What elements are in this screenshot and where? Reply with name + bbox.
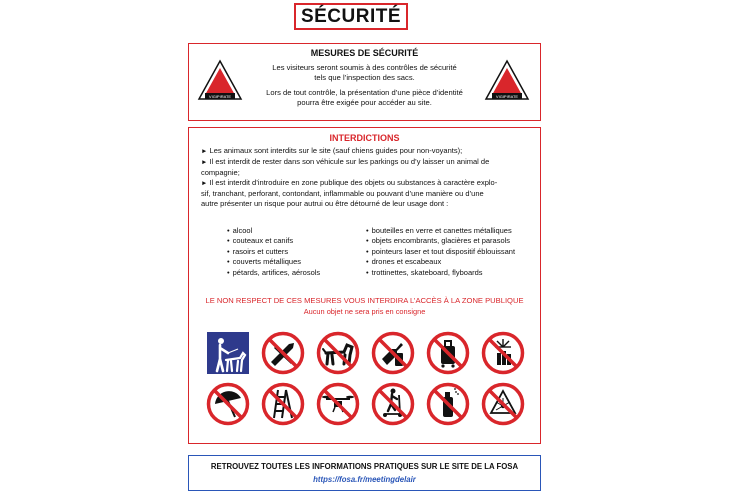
security-text-2: Lors de tout contrôle, la présentation d’une pièce d’identité pourra être exigée pour accéder au site. <box>266 88 463 107</box>
list-item: • couverts métalliques <box>227 257 320 267</box>
security-measures-heading: MESURES DE SÉCURITÉ <box>310 48 419 58</box>
no-umbrella-icon <box>206 382 250 426</box>
no-ladder-icon <box>261 382 305 426</box>
warning-text: LE NON RESPECT DE CES MESURES VOUS INTERDIRA L’ACCÈS À LA ZONE PUBLIQUE <box>205 296 524 305</box>
forbidden-items-right <box>366 226 515 278</box>
vigipirate-logo-left <box>197 59 243 101</box>
no-drone-icon <box>316 382 360 426</box>
footer-info-box <box>188 455 541 491</box>
footer-text: RETROUVEZ TOUTES LES INFORMATIONS PRATIQUES SUR LE SITE DE LA FOSA <box>210 462 519 471</box>
vigipirate-logo-right <box>484 59 530 101</box>
interdictions-heading: INTERDICTIONS <box>329 133 400 143</box>
security-measures-box <box>188 43 541 121</box>
warning-subtext: Aucun objet ne sera pris en consigne <box>303 307 426 316</box>
rule-vehicles: ► Il est interdit de rester dans son véhicule sur les parkings ou d’y laisser un animal de compagnie; <box>201 156 490 177</box>
rule-objects: ► Il est interdit d’introduire en zone publique des objets ou substances à caractère explo- sif, tranchant, perforant, contondant, inflammable ou pouvant d’une manière ou d’une autre présenter un risque pour autrui ou être détourné de leur usage dont : <box>201 177 498 209</box>
svg-text:VIGIPIRATE: VIGIPIRATE <box>495 94 519 99</box>
no-luggage-icon <box>426 331 470 375</box>
no-knives-icon <box>261 331 305 375</box>
rule-animals: ► Les animaux sont interdits sur le site (sauf chiens guides pour non-voyants); <box>201 146 463 155</box>
no-bottles-icon <box>371 331 415 375</box>
no-dogs-icon <box>316 331 360 375</box>
list-item: • drones et escabeaux <box>366 257 515 267</box>
footer-link[interactable]: https://fosa.fr/meetingdelair <box>313 475 416 484</box>
list-item: • trottinettes, skateboard, flyboards <box>366 268 515 278</box>
forbidden-items-left <box>227 226 320 278</box>
svg-text:VIGIPIRATE: VIGIPIRATE <box>208 94 232 99</box>
no-laser-icon <box>481 382 525 426</box>
no-aerosol-icon <box>426 382 470 426</box>
interdictions-box <box>188 127 541 444</box>
no-fireworks-icon <box>481 331 525 375</box>
list-item: • bouteilles en verre et canettes métalliques <box>366 226 515 236</box>
list-item: • rasoirs et cutters <box>227 247 320 257</box>
list-item: • pointeurs laser et tout dispositif éblouissant <box>366 247 515 257</box>
list-item: • alcool <box>227 226 320 236</box>
guide-dog-allowed-icon <box>206 331 250 375</box>
no-scooter-icon <box>371 382 415 426</box>
list-item: • couteaux et canifs <box>227 236 320 246</box>
security-text-1: Les visiteurs seront soumis à des contrôles de sécurité tels que l’inspection des sacs. <box>272 63 457 82</box>
list-item: • pétards, artifices, aérosols <box>227 268 320 278</box>
list-item: • objets encombrants, glacières et parasols <box>366 236 515 246</box>
page-title: SÉCURITÉ <box>294 3 408 30</box>
